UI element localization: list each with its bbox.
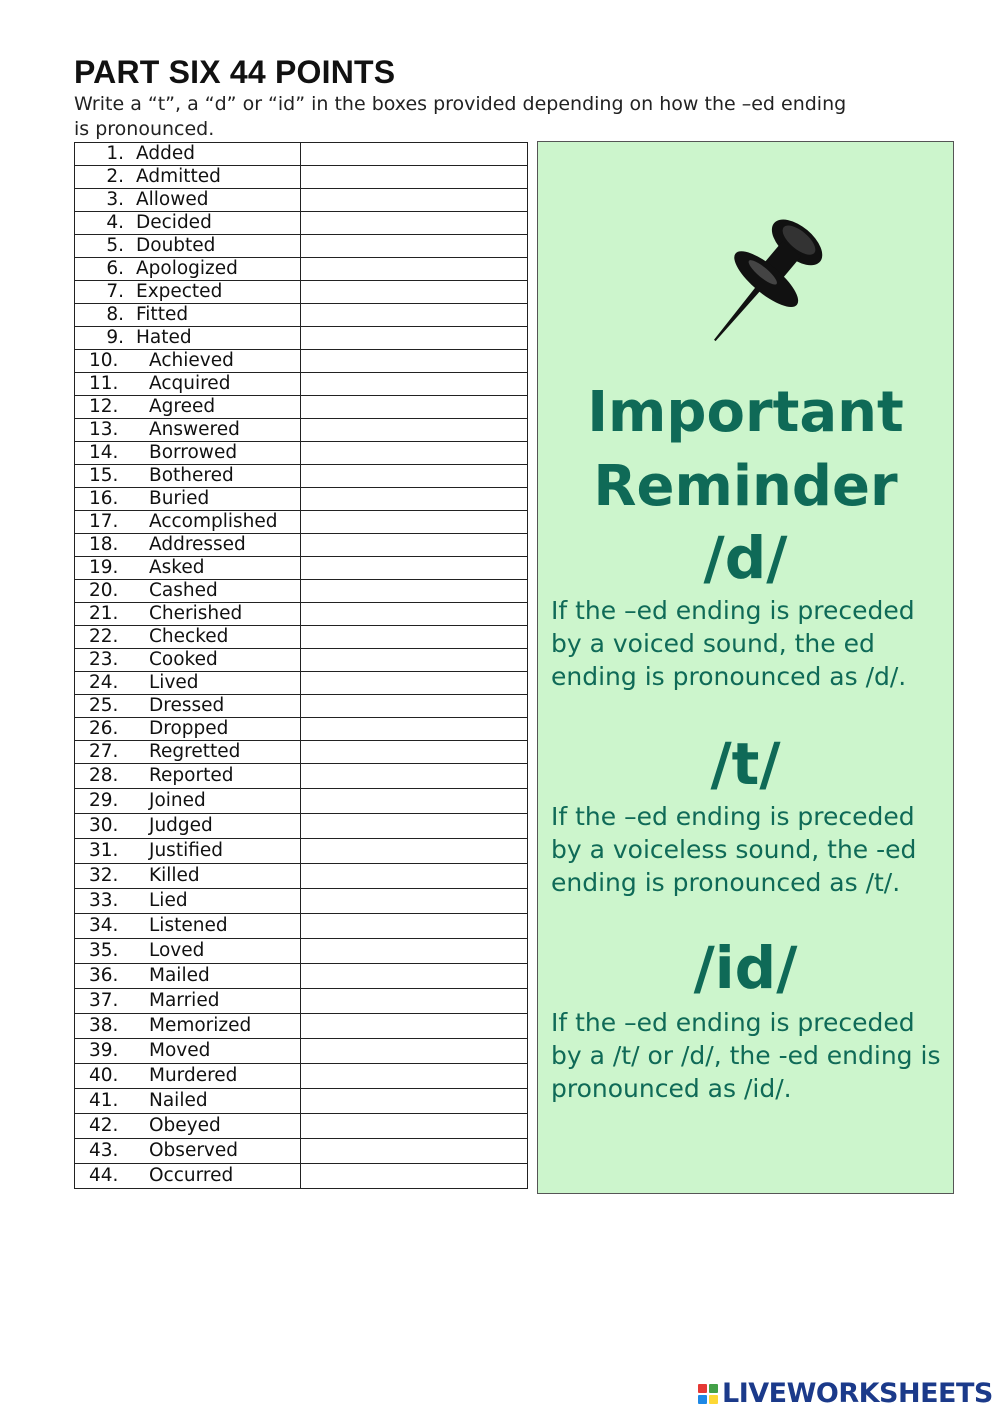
table-row bbox=[75, 580, 528, 603]
item-word: Borrowed bbox=[149, 442, 238, 463]
item-word: Occurred bbox=[149, 1165, 234, 1186]
item-number: 36. bbox=[89, 965, 119, 986]
answer-box[interactable] bbox=[301, 1039, 528, 1064]
table-row bbox=[75, 1014, 528, 1039]
item-number: 17. bbox=[89, 511, 119, 532]
table-row bbox=[75, 603, 528, 626]
answer-box[interactable] bbox=[301, 839, 528, 864]
answer-box[interactable] bbox=[301, 557, 528, 580]
table-row bbox=[75, 1164, 528, 1189]
answer-box[interactable] bbox=[301, 1064, 528, 1089]
item-word: Judged bbox=[149, 815, 213, 836]
answer-box[interactable] bbox=[301, 511, 528, 534]
item-word: Checked bbox=[149, 626, 229, 647]
word-cell bbox=[75, 396, 301, 419]
word-cell bbox=[75, 373, 301, 396]
answer-box[interactable] bbox=[301, 442, 528, 465]
item-number: 42. bbox=[89, 1115, 119, 1136]
table-row bbox=[75, 373, 528, 396]
pushpin-icon bbox=[688, 208, 838, 358]
word-cell bbox=[75, 939, 301, 964]
table-row bbox=[75, 864, 528, 889]
answer-box[interactable] bbox=[301, 814, 528, 839]
answer-box[interactable] bbox=[301, 488, 528, 511]
item-number: 6. bbox=[106, 258, 124, 279]
table-row bbox=[75, 626, 528, 649]
word-cell bbox=[75, 465, 301, 488]
word-cell bbox=[75, 814, 301, 839]
answer-box[interactable] bbox=[301, 212, 528, 235]
item-word: Agreed bbox=[149, 396, 216, 417]
answer-box[interactable] bbox=[301, 1089, 528, 1114]
item-number: 5. bbox=[106, 235, 124, 256]
item-number: 34. bbox=[89, 915, 119, 936]
item-number: 8. bbox=[106, 304, 124, 325]
t-rule: If the –ed ending is preceded by a voiceless sound, the -ed ending is pronounced as /t/. bbox=[551, 802, 917, 897]
item-word: Observed bbox=[149, 1140, 239, 1161]
answer-box[interactable] bbox=[301, 281, 528, 304]
table-row bbox=[75, 465, 528, 488]
table-row bbox=[75, 304, 528, 327]
word-cell bbox=[75, 889, 301, 914]
item-word: Cherished bbox=[149, 603, 243, 624]
table-row bbox=[75, 889, 528, 914]
answer-box[interactable] bbox=[301, 649, 528, 672]
word-cell bbox=[75, 864, 301, 889]
item-number: 18. bbox=[89, 534, 119, 555]
item-word: Memorized bbox=[149, 1015, 252, 1036]
answer-box[interactable] bbox=[301, 626, 528, 649]
word-cell bbox=[75, 839, 301, 864]
reminder-title-line-2: Reminder bbox=[593, 454, 898, 519]
item-number: 40. bbox=[89, 1065, 119, 1086]
item-number: 19. bbox=[89, 557, 119, 578]
answer-box[interactable] bbox=[301, 939, 528, 964]
word-cell bbox=[75, 1139, 301, 1164]
item-word: Killed bbox=[149, 865, 200, 886]
item-number: 1. bbox=[106, 143, 124, 164]
answer-box[interactable] bbox=[301, 718, 528, 741]
item-word: Dressed bbox=[149, 695, 225, 716]
answer-box[interactable] bbox=[301, 741, 528, 764]
word-cell bbox=[75, 212, 301, 235]
logo-text: LIVEWORKSHEETS bbox=[722, 1378, 993, 1409]
table-row bbox=[75, 764, 528, 789]
table-row bbox=[75, 442, 528, 465]
item-word: Married bbox=[149, 990, 220, 1011]
table-row bbox=[75, 718, 528, 741]
word-cell bbox=[75, 603, 301, 626]
answer-box[interactable] bbox=[301, 1114, 528, 1139]
word-cell bbox=[75, 1064, 301, 1089]
item-word: Apologized bbox=[136, 258, 238, 279]
answer-box[interactable] bbox=[301, 864, 528, 889]
answer-box[interactable] bbox=[301, 143, 528, 166]
item-number: 16. bbox=[89, 488, 119, 509]
item-word: Listened bbox=[149, 915, 228, 936]
instructions-line-2: is pronounced. bbox=[74, 118, 215, 140]
item-word: Achieved bbox=[149, 350, 234, 371]
answer-box[interactable] bbox=[301, 373, 528, 396]
table-row bbox=[75, 964, 528, 989]
item-word: Decided bbox=[136, 212, 212, 233]
table-row bbox=[75, 914, 528, 939]
word-cell bbox=[75, 488, 301, 511]
word-cell bbox=[75, 964, 301, 989]
id-rule: If the –ed ending is preceded by a /t/ or /d/, the -ed ending is pronounced as /id/. bbox=[551, 1008, 941, 1103]
table-row bbox=[75, 1064, 528, 1089]
item-number: 38. bbox=[89, 1015, 119, 1036]
answer-box[interactable] bbox=[301, 789, 528, 814]
table-row bbox=[75, 534, 528, 557]
table-row bbox=[75, 989, 528, 1014]
word-cell bbox=[75, 327, 301, 350]
item-word: Loved bbox=[149, 940, 205, 961]
answer-box[interactable] bbox=[301, 465, 528, 488]
item-word: Allowed bbox=[136, 189, 209, 210]
answer-box[interactable] bbox=[301, 327, 528, 350]
item-word: Cooked bbox=[149, 649, 218, 670]
item-number: 20. bbox=[89, 580, 119, 601]
page-title: PART SIX 44 POINTS bbox=[74, 54, 396, 90]
item-number: 10. bbox=[89, 350, 119, 371]
word-cell bbox=[75, 626, 301, 649]
item-word: Accomplished bbox=[149, 511, 278, 532]
item-number: 31. bbox=[89, 840, 119, 861]
item-number: 26. bbox=[89, 718, 119, 739]
answer-box[interactable] bbox=[301, 189, 528, 212]
word-cell bbox=[75, 442, 301, 465]
t-symbol: /t/ bbox=[710, 730, 781, 798]
item-number: 21. bbox=[89, 603, 119, 624]
word-cell bbox=[75, 672, 301, 695]
word-cell bbox=[75, 741, 301, 764]
word-cell bbox=[75, 557, 301, 580]
item-word: Lived bbox=[149, 672, 199, 693]
table-row bbox=[75, 672, 528, 695]
item-word: Obeyed bbox=[149, 1115, 221, 1136]
d-symbol: /d/ bbox=[703, 524, 788, 592]
item-number: 29. bbox=[89, 790, 119, 811]
answer-box[interactable] bbox=[301, 964, 528, 989]
answer-box[interactable] bbox=[301, 166, 528, 189]
item-number: 41. bbox=[89, 1090, 119, 1111]
item-number: 25. bbox=[89, 695, 119, 716]
reminder-title-line-1: Important bbox=[587, 380, 904, 445]
item-number: 27. bbox=[89, 741, 119, 762]
item-number: 4. bbox=[106, 212, 124, 233]
item-word: Murdered bbox=[149, 1065, 238, 1086]
table-row bbox=[75, 1114, 528, 1139]
item-word: Cashed bbox=[149, 580, 218, 601]
item-number: 12. bbox=[89, 396, 119, 417]
word-cell bbox=[75, 511, 301, 534]
answer-box[interactable] bbox=[301, 695, 528, 718]
answer-box[interactable] bbox=[301, 989, 528, 1014]
table-row bbox=[75, 1089, 528, 1114]
word-cell bbox=[75, 718, 301, 741]
word-cell bbox=[75, 1164, 301, 1189]
item-word: Admitted bbox=[136, 166, 221, 187]
answer-box[interactable] bbox=[301, 258, 528, 281]
word-cell bbox=[75, 258, 301, 281]
word-cell bbox=[75, 789, 301, 814]
item-number: 11. bbox=[89, 373, 119, 394]
item-word: Addressed bbox=[149, 534, 246, 555]
answer-box[interactable] bbox=[301, 764, 528, 789]
table-row bbox=[75, 143, 528, 166]
table-row bbox=[75, 511, 528, 534]
answer-box[interactable] bbox=[301, 350, 528, 373]
answer-box[interactable] bbox=[301, 235, 528, 258]
answer-box[interactable] bbox=[301, 1164, 528, 1189]
word-cell bbox=[75, 989, 301, 1014]
word-cell bbox=[75, 350, 301, 373]
table-row bbox=[75, 258, 528, 281]
answer-box[interactable] bbox=[301, 304, 528, 327]
table-row bbox=[75, 166, 528, 189]
item-word: Joined bbox=[149, 790, 206, 811]
item-number: 9. bbox=[106, 327, 124, 348]
item-number: 15. bbox=[89, 465, 119, 486]
table-row bbox=[75, 939, 528, 964]
word-cell bbox=[75, 235, 301, 258]
item-number: 2. bbox=[106, 166, 124, 187]
item-word: Justified bbox=[149, 840, 223, 861]
item-number: 24. bbox=[89, 672, 119, 693]
item-word: Acquired bbox=[149, 373, 231, 394]
table-row bbox=[75, 235, 528, 258]
item-number: 37. bbox=[89, 990, 119, 1011]
table-row bbox=[75, 1039, 528, 1064]
item-number: 23. bbox=[89, 649, 119, 670]
word-cell bbox=[75, 419, 301, 442]
item-word: Answered bbox=[149, 419, 240, 440]
answer-box[interactable] bbox=[301, 534, 528, 557]
item-number: 28. bbox=[89, 765, 119, 786]
item-word: Lied bbox=[149, 890, 188, 911]
item-word: Regretted bbox=[149, 741, 241, 762]
item-word: Hated bbox=[136, 327, 192, 348]
table-row bbox=[75, 649, 528, 672]
logo-mark-icon bbox=[698, 1384, 718, 1404]
answer-box[interactable] bbox=[301, 419, 528, 442]
word-cell bbox=[75, 304, 301, 327]
table-row bbox=[75, 488, 528, 511]
instructions bbox=[74, 92, 894, 142]
table-row bbox=[75, 419, 528, 442]
item-number: 39. bbox=[89, 1040, 119, 1061]
answer-box[interactable] bbox=[301, 914, 528, 939]
table-row bbox=[75, 741, 528, 764]
table-row bbox=[75, 350, 528, 373]
table-row bbox=[75, 814, 528, 839]
answer-box[interactable] bbox=[301, 672, 528, 695]
item-word: Fitted bbox=[136, 304, 189, 325]
item-word: Added bbox=[136, 143, 195, 164]
item-number: 7. bbox=[106, 281, 124, 302]
table-row bbox=[75, 1139, 528, 1164]
table-row bbox=[75, 281, 528, 304]
answer-box[interactable] bbox=[301, 396, 528, 419]
item-word: Asked bbox=[149, 557, 205, 578]
table-row bbox=[75, 789, 528, 814]
table-row bbox=[75, 557, 528, 580]
table-row bbox=[75, 327, 528, 350]
word-cell bbox=[75, 695, 301, 718]
answer-box[interactable] bbox=[301, 1014, 528, 1039]
table-row bbox=[75, 212, 528, 235]
item-word: Doubted bbox=[136, 235, 216, 256]
item-number: 32. bbox=[89, 865, 119, 886]
word-cell bbox=[75, 1089, 301, 1114]
liveworksheets-logo bbox=[698, 1378, 993, 1409]
item-word: Expected bbox=[136, 281, 223, 302]
word-cell bbox=[75, 914, 301, 939]
instructions-line-1: Write a “t”, a “d” or “id” in the boxes provided depending on how the –ed ending bbox=[74, 93, 847, 115]
word-cell bbox=[75, 649, 301, 672]
answer-box[interactable] bbox=[301, 580, 528, 603]
id-symbol: /id/ bbox=[693, 934, 798, 1002]
item-word: Reported bbox=[149, 765, 234, 786]
word-cell bbox=[75, 166, 301, 189]
item-number: 35. bbox=[89, 940, 119, 961]
item-number: 44. bbox=[89, 1165, 119, 1186]
answer-box[interactable] bbox=[301, 1139, 528, 1164]
table-row bbox=[75, 695, 528, 718]
item-number: 14. bbox=[89, 442, 119, 463]
item-word: Mailed bbox=[149, 965, 210, 986]
item-number: 43. bbox=[89, 1140, 119, 1161]
item-word: Nailed bbox=[149, 1090, 208, 1111]
word-cell bbox=[75, 189, 301, 212]
word-cell bbox=[75, 281, 301, 304]
reminder-panel bbox=[537, 141, 954, 1194]
item-number: 13. bbox=[89, 419, 119, 440]
word-cell bbox=[75, 764, 301, 789]
item-word: Dropped bbox=[149, 718, 229, 739]
word-cell bbox=[75, 580, 301, 603]
d-rule: If the –ed ending is preceded by a voiced sound, the ed ending is pronounced as /d/. bbox=[551, 596, 915, 691]
table-row bbox=[75, 189, 528, 212]
word-cell bbox=[75, 534, 301, 557]
item-number: 22. bbox=[89, 626, 119, 647]
item-number: 30. bbox=[89, 815, 119, 836]
answer-box[interactable] bbox=[301, 603, 528, 626]
item-word: Bothered bbox=[149, 465, 234, 486]
word-table bbox=[74, 142, 528, 1189]
item-number: 3. bbox=[106, 189, 124, 210]
answer-box[interactable] bbox=[301, 889, 528, 914]
table-row bbox=[75, 839, 528, 864]
word-cell bbox=[75, 143, 301, 166]
word-cell bbox=[75, 1039, 301, 1064]
word-cell bbox=[75, 1114, 301, 1139]
table-row bbox=[75, 396, 528, 419]
item-number: 33. bbox=[89, 890, 119, 911]
item-word: Buried bbox=[149, 488, 210, 509]
item-word: Moved bbox=[149, 1040, 211, 1061]
word-cell bbox=[75, 1014, 301, 1039]
